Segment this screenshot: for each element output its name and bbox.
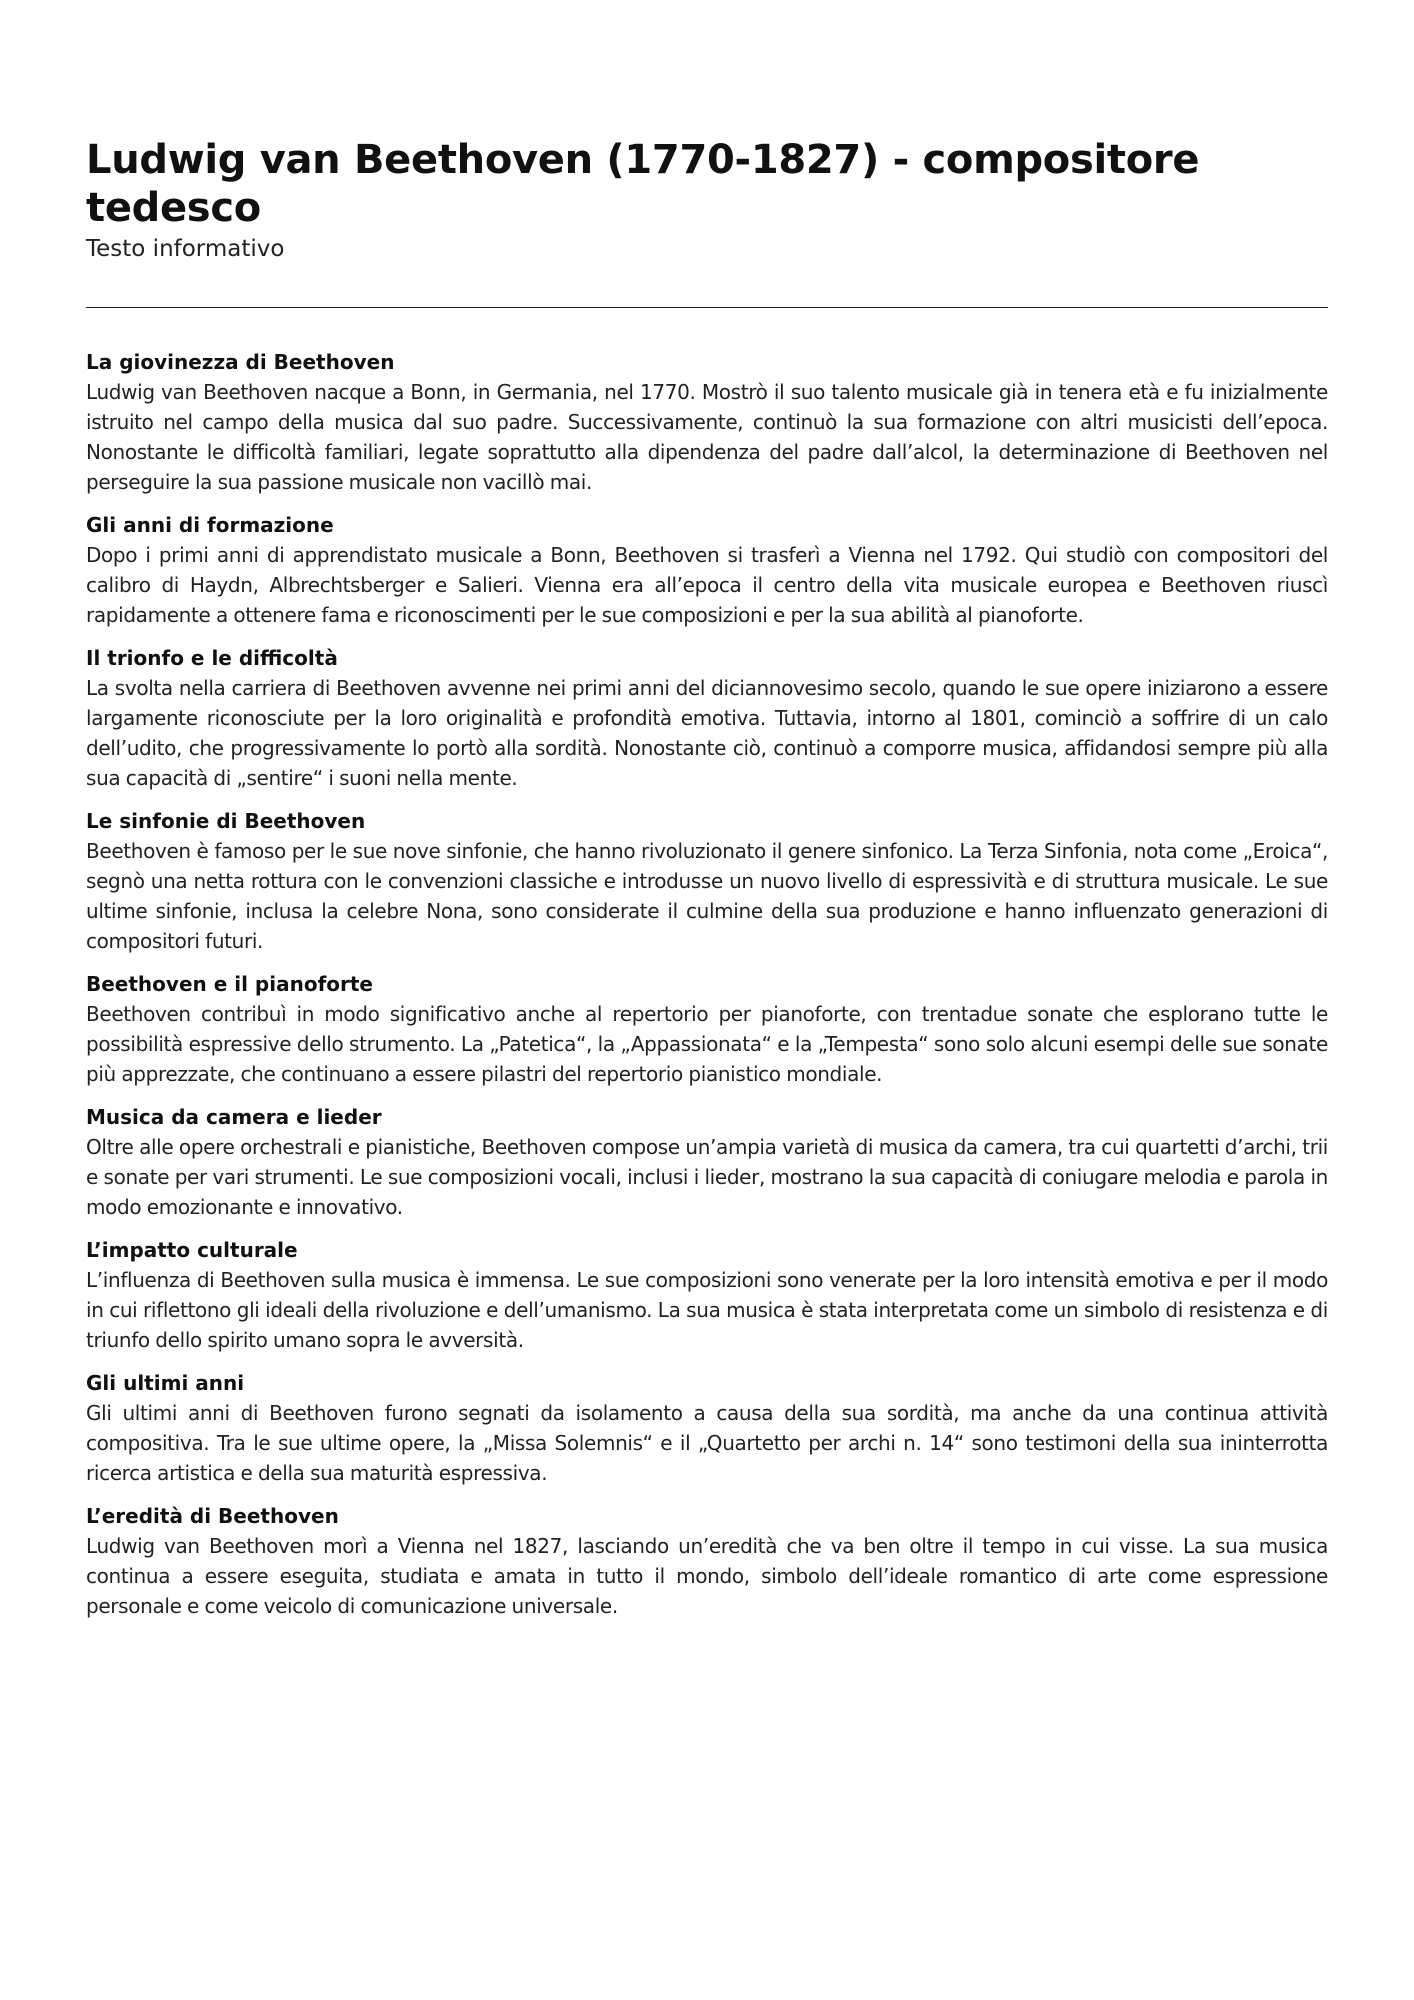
section-pianoforte — [86, 970, 1328, 1089]
section-heading: Gli anni di formazione — [86, 513, 334, 537]
section-body: Ludwig van Beethoven morì a Vienna nel 1827, lasciando un’eredità che va ben oltre il tempo in cui visse. La sua musica continua a essere eseguita, studiata e amata in tutto il mondo, simbolo dell’ideale romantico di arte come espressione personale e come veicolo di comunicazione universale. — [86, 1534, 1328, 1618]
document-page — [86, 136, 1328, 1635]
section-body: Beethoven è famoso per le sue nove sinfonie, che hanno rivoluzionato il genere sinfonico. La Terza Sinfonia, nota come „Eroica“, segnò una netta rottura con le convenzioni classiche e introdusse un nuovo livello di espressività e di struttura musicale. Le sue ultime sinfonie, inclusa la celebre Nona, sono considerate il culmine della sua produzione e hanno influenzato generazioni di compositori futuri. — [86, 839, 1328, 953]
section-heading: L’impatto culturale — [86, 1238, 298, 1262]
section-heading: Gli ultimi anni — [86, 1371, 245, 1395]
section-body: Beethoven contribuì in modo significativo anche al repertorio per pianoforte, con trentadue sonate che esplorano tutte le possibilità espressive dello strumento. La „Patetica“, la „Appassionata“ e la „Tempesta“ sono solo alcuni esempi delle sue sonate più apprezzate, che continuano a essere pilastri del repertorio pianistico mondiale. — [86, 1002, 1328, 1086]
section-impatto-culturale — [86, 1236, 1328, 1355]
section-eredita — [86, 1502, 1328, 1621]
section-formazione — [86, 511, 1328, 630]
section-musica-da-camera — [86, 1103, 1328, 1222]
section-heading: La giovinezza di Beethoven — [86, 350, 395, 374]
title-divider — [86, 307, 1328, 308]
section-heading: Beethoven e il pianoforte — [86, 972, 373, 996]
section-giovinezza — [86, 348, 1328, 497]
section-heading: Musica da camera e lieder — [86, 1105, 382, 1129]
sections-container — [86, 348, 1328, 1621]
section-body: Dopo i primi anni di apprendistato musicale a Bonn, Beethoven si trasferì a Vienna nel 1792. Qui studiò con compositori del calibro di Haydn, Albrechtsberger e Salieri. Vienna era all’epoca il centro della vita musicale europea e Beethoven riuscì rapidamente a ottenere fama e riconoscimenti per le sue composizioni e per la sua abilità al pianoforte. — [86, 543, 1328, 627]
section-body: L’influenza di Beethoven sulla musica è immensa. Le sue composizioni sono venerate per la loro intensità emotiva e per il modo in cui riflettono gli ideali della rivoluzione e dell’umanismo. La sua musica è stata interpretata come un simbolo di resistenza e di triunfo dello spirito umano sopra le avversità. — [86, 1268, 1328, 1352]
section-heading: Le sinfonie di Beethoven — [86, 809, 366, 833]
document-subtitle: Testo informativo — [86, 236, 285, 262]
section-heading: Il trionfo e le difficoltà — [86, 646, 338, 670]
section-body: Oltre alle opere orchestrali e pianistiche, Beethoven compose un’ampia varietà di musica da camera, tra cui quartetti d’archi, trii e sonate per vari strumenti. Le sue composizioni vocali, inclusi i lieder, mostrano la sua capacità di coniugare melodia e parola in modo emozionante e innovativo. — [86, 1135, 1328, 1219]
section-ultimi-anni — [86, 1369, 1328, 1488]
section-body: Ludwig van Beethoven nacque a Bonn, in Germania, nel 1770. Mostrò il suo talento musicale già in tenera età e fu inizialmente istruito nel campo della musica dal suo padre. Successivamente, continuò la sua formazione con altri musicisti dell’epoca. Nonostante le difficoltà familiari, legate soprattutto alla dipendenza del padre dall’alcol, la determinazione di Beethoven nel perseguire la sua passione musicale non vacillò mai. — [86, 380, 1328, 494]
section-body: La svolta nella carriera di Beethoven avvenne nei primi anni del diciannovesimo secolo, quando le sue opere iniziarono a essere largamente riconosciute per la loro originalità e profondità emotiva. Tuttavia, intorno al 1801, cominciò a soffrire di un calo dell’udito, che progressivamente lo portò alla sordità. Nonostante ciò, continuò a comporre musica, affidandosi sempre più alla sua capacità di „sentire“ i suoni nella mente. — [86, 676, 1328, 790]
document-title: Ludwig van Beethoven (1770-1827) - compositore tedesco — [86, 137, 1200, 231]
section-heading: L’eredità di Beethoven — [86, 1504, 339, 1528]
section-body: Gli ultimi anni di Beethoven furono segnati da isolamento a causa della sua sordità, ma anche da una continua attività compositiva. Tra le sue ultime opere, la „Missa Solemnis“ e il „Quartetto per archi n. 14“ sono testimoni della sua ininterrotta ricerca artistica e della sua maturità espressiva. — [86, 1401, 1328, 1485]
section-trionfo — [86, 644, 1328, 793]
section-sinfonie — [86, 807, 1328, 956]
